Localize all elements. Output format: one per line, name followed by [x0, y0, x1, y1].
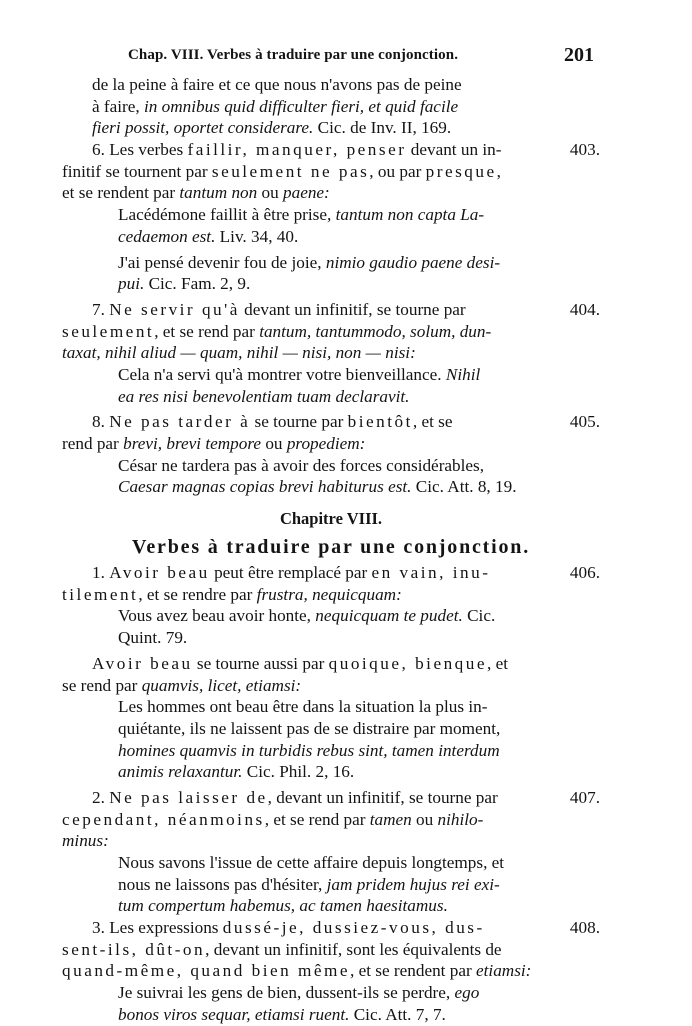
italic-latin-text: taxat, nihil aliud — quam, nihil — nisi, non — nisi: [62, 343, 416, 363]
italic-latin-text: tantum, tantummodo, solum, dun- [259, 321, 492, 341]
italic-latin-text: pui. [118, 274, 145, 294]
italic-latin-text: quamvis, licet, etiamsi: [141, 675, 302, 695]
italic-latin-text: nequicquam te pudet. [315, 606, 463, 626]
page-body [62, 74, 600, 1026]
text-run: se tourne par [250, 412, 348, 432]
text-run: , et se rend par [154, 321, 260, 341]
text-line [62, 696, 600, 718]
italic-latin-text: homines quamvis in turbidis rebus sint, tamen interdum [118, 740, 500, 760]
spaced-keyword-text: presque [425, 161, 497, 181]
text-line [62, 204, 600, 226]
text-line [62, 627, 600, 649]
header-title: Chap. VIII. Verbes à traduire par une conjonction. [128, 47, 459, 63]
text-line [62, 182, 600, 204]
italic-latin-text: Caesar magnas copias brevi habiturus est. [118, 477, 412, 497]
italic-latin-text: etiamsi: [476, 961, 532, 981]
text-run: se tourne aussi par [192, 653, 329, 673]
text-run: peut être remplacé par [209, 563, 372, 583]
text-block-bottom [62, 562, 600, 1025]
text-run: rend par [62, 434, 124, 453]
text-run: Nous savons l'issue de cette affaire depuis longtemps, et [118, 853, 505, 872]
text-run: Cela n'a servi qu'à montrer votre bienveillance. [118, 364, 446, 384]
text-line [62, 960, 600, 982]
text-line [62, 252, 600, 274]
text-run: ou [411, 809, 438, 829]
text-block-top [62, 74, 600, 498]
text-run: Cic. Phil. 2, 16. [242, 762, 355, 782]
text-line [62, 605, 600, 627]
text-run: 3. Les expressions [92, 918, 223, 938]
text-line [62, 74, 600, 96]
paragraph-number: 405. [569, 412, 600, 432]
text-run: quiétante, ils ne laissent pas de se distraire par moment, [118, 718, 501, 738]
spaced-keyword-text: Avoir beau [109, 563, 210, 583]
text-run: , et se rendent par [350, 961, 477, 981]
italic-latin-text: propediem: [286, 434, 366, 453]
text-line [62, 342, 600, 364]
text-line [62, 433, 600, 455]
text-line [62, 852, 600, 874]
text-run: , devant un infinitif, se tourne par [267, 787, 498, 807]
spaced-keyword-text: Ne pas laisser de [109, 787, 268, 807]
text-line [62, 161, 600, 183]
italic-latin-text: cedaemon est. [118, 226, 216, 246]
text-run: devant un in- [406, 140, 502, 160]
italic-latin-text: in omnibus quid difficulter fieri, et quid facile [144, 96, 459, 116]
text-line [62, 226, 600, 248]
spaced-keyword-text: dussé-je, dussiez-vous, dus- [222, 918, 485, 938]
text-run: , devant un infinitif, sont les équivalents de [205, 939, 502, 959]
text-run: , et se rend par [264, 809, 370, 829]
text-run: ou [261, 434, 287, 453]
text-line [62, 874, 600, 896]
text-line [62, 809, 600, 831]
text-line [62, 830, 600, 852]
text-line [62, 740, 600, 762]
italic-latin-text: minus: [62, 831, 109, 851]
italic-latin-text: tamen [369, 809, 412, 829]
spaced-keyword-text: Ne pas tarder à [109, 412, 251, 432]
italic-latin-text: paene: [283, 183, 330, 203]
text-run: à faire, [92, 96, 144, 116]
text-line [62, 982, 600, 1004]
spaced-keyword-text: Avoir beau [92, 653, 193, 673]
text-run: Vous avez beau avoir honte, [118, 606, 316, 626]
paragraph-number: 408. [569, 918, 600, 938]
paragraph-number: 403. [569, 140, 600, 160]
text-run: Cic. de Inv. II, 169. [313, 118, 452, 138]
spaced-keyword-text: sent-ils, dût-on [62, 939, 206, 959]
spaced-keyword-text: quoique, bienque [328, 653, 487, 673]
section-heading: Verbes à traduire par une conjonction. [131, 536, 531, 559]
text-line [62, 299, 600, 321]
text-line [62, 364, 600, 386]
text-line [62, 139, 600, 161]
text-line [62, 761, 600, 783]
text-run: , et se rendre par [138, 584, 257, 604]
italic-latin-text: tum compertum habemus, ac tamen haesitamus. [118, 896, 448, 916]
text-line [62, 1004, 600, 1026]
page-number: 201 [564, 44, 594, 66]
text-line [62, 675, 600, 697]
text-run: Je suivrai les gens de bien, dussent-ils se perdre, [118, 983, 455, 1003]
italic-latin-text: tantum non capta La- [335, 205, 485, 225]
italic-latin-text: fieri possit, oportet considerare. [92, 118, 314, 138]
text-run: 7. [92, 299, 110, 319]
text-run: devant un infinitif, se tourne par [239, 299, 466, 319]
spaced-keyword-text: cependant, néanmoins [62, 809, 265, 829]
text-run: Cic. Att. 7, 7. [349, 1004, 446, 1024]
text-run: , ou par [369, 161, 426, 181]
text-run: Liv. 34, 40. [215, 226, 299, 246]
spaced-keyword-text: quand-même, quand bien même [62, 961, 351, 981]
text-run: Cic. Fam. 2, 9. [144, 274, 251, 294]
chapter-heading: Chapitre VIII. [279, 509, 383, 529]
text-run: Quint. 79. [118, 628, 188, 648]
italic-latin-text: jam pridem hujus rei exi- [326, 874, 500, 894]
text-run: , [496, 161, 501, 181]
text-line [62, 273, 600, 295]
text-run: 8. [92, 412, 110, 432]
text-line [62, 321, 600, 343]
text-run: J'ai pensé devenir fou de joie, [118, 252, 326, 272]
text-run: de la peine à faire et ce que nous n'avons pas de peine [92, 75, 462, 94]
spaced-keyword-text: Ne servir qu'à [109, 299, 240, 319]
text-run: finitif se tournent par [62, 161, 212, 181]
text-run: se rend par [62, 675, 142, 695]
text-line [62, 411, 600, 433]
italic-latin-text: ego [454, 983, 480, 1003]
italic-latin-text: animis relaxantur. [118, 762, 243, 782]
text-line [62, 653, 600, 675]
spaced-keyword-text: seulement [62, 321, 155, 341]
italic-latin-text: ea res nisi benevolentiam tuam declaravit. [118, 386, 410, 406]
text-line [62, 117, 600, 139]
italic-latin-text: bonos viros sequar, etiamsi ruent. [118, 1004, 350, 1024]
italic-latin-text: frustra, nequicquam: [256, 584, 402, 604]
text-run: Les hommes ont beau être dans la situation la plus in- [118, 697, 488, 717]
spaced-keyword-text: bientôt [347, 412, 413, 432]
italic-latin-text: nimio gaudio paene desi- [325, 252, 501, 272]
text-line [62, 386, 600, 408]
spaced-keyword-text: en vain, inu- [371, 563, 491, 583]
text-line [62, 476, 600, 498]
text-line [62, 455, 600, 477]
running-header [62, 44, 600, 68]
text-run: Cic. Att. 8, 19. [411, 477, 517, 497]
text-run: et se rendent par [62, 183, 180, 203]
spaced-keyword-text: tilement [62, 584, 139, 604]
text-line [62, 584, 600, 606]
text-line [62, 96, 600, 118]
text-run: 1. [92, 563, 110, 583]
text-run: , et se [412, 412, 453, 432]
text-run: 6. Les verbes [92, 140, 188, 160]
text-line [62, 787, 600, 809]
spaced-keyword-text: faillir, manquer, penser [187, 140, 407, 160]
text-run: nous ne laissons pas d'hésiter, [118, 874, 327, 894]
text-run: César ne tardera pas à avoir des forces considérables, [118, 455, 485, 475]
italic-latin-text: brevi, brevi tempore [123, 434, 262, 453]
text-line [62, 562, 600, 584]
italic-latin-text: tantum non [179, 183, 258, 203]
text-line [62, 718, 600, 740]
paragraph-number: 406. [569, 563, 600, 583]
italic-latin-text: Nihil [445, 364, 481, 384]
text-run: Cic. [462, 606, 496, 626]
text-run: ou [257, 183, 284, 203]
text-line [62, 917, 600, 939]
paragraph-number: 407. [569, 787, 600, 807]
paragraph-number: 404. [569, 299, 600, 319]
text-line [62, 939, 600, 961]
text-line [62, 895, 600, 917]
italic-latin-text: nihilo- [437, 809, 484, 829]
spaced-keyword-text: seulement ne pas [211, 161, 370, 181]
text-run: Lacédémone faillit à être prise, [118, 205, 336, 225]
text-run: , et [487, 653, 508, 673]
text-run: 2. [92, 787, 110, 807]
